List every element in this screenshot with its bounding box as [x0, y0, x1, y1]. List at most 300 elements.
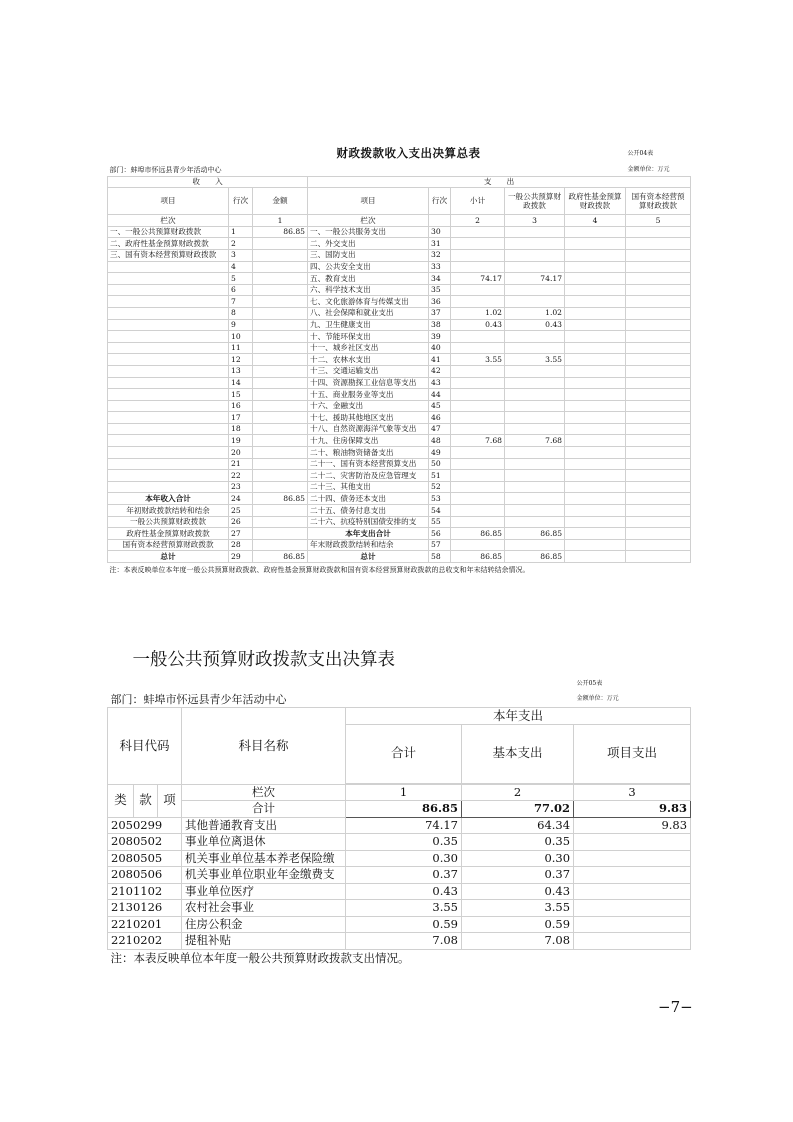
- summary-row: [108, 528, 691, 540]
- income-item: 本年收入合计: [108, 493, 229, 505]
- row-basic: 0.35: [462, 834, 574, 851]
- row-total: 0.37: [346, 867, 462, 884]
- expense-state-capital: [626, 354, 691, 366]
- expense-subtotal: [451, 342, 505, 354]
- expense-lineno: 48: [429, 435, 451, 447]
- expense-general: [505, 296, 565, 308]
- summary-row: [108, 551, 691, 563]
- expense-state-capital: [626, 238, 691, 250]
- expense-general: [505, 493, 565, 505]
- expense-subtotal: [451, 505, 505, 517]
- summary-row: [108, 296, 691, 308]
- expense-general: [505, 261, 565, 273]
- income-lineno: 20: [229, 447, 253, 459]
- expense-header: 支 出: [308, 176, 691, 188]
- income-amount: [253, 470, 308, 482]
- income-amount: [253, 447, 308, 459]
- income-item: [108, 412, 229, 424]
- income-lineno: 27: [229, 528, 253, 540]
- income-lineno: 26: [229, 516, 253, 528]
- colnum-2: 2: [451, 215, 505, 227]
- summary-row: [108, 273, 691, 285]
- col-name: 科目名称: [182, 708, 346, 785]
- expense-subtotal: [451, 539, 505, 551]
- income-item: [108, 400, 229, 412]
- expense-lineno: 55: [429, 516, 451, 528]
- expense-gov-fund: [565, 377, 626, 389]
- income-amount: [253, 377, 308, 389]
- expense-lineno: 54: [429, 505, 451, 517]
- summary-row: [108, 447, 691, 459]
- expense-general: [505, 400, 565, 412]
- income-amount: [253, 481, 308, 493]
- summary-row: [108, 505, 691, 517]
- income-item: 二、政府性基金预算财政拨款: [108, 238, 229, 250]
- income-amount: [253, 389, 308, 401]
- expense-state-capital: [626, 470, 691, 482]
- expense-state-capital: [626, 226, 691, 238]
- expense-general: [505, 238, 565, 250]
- income-item: 年初财政拨款结转和结余: [108, 505, 229, 517]
- income-item: [108, 423, 229, 435]
- income-item: [108, 319, 229, 331]
- income-lineno: 28: [229, 539, 253, 551]
- expense-gov-fund: [565, 307, 626, 319]
- expense-lineno: 30: [429, 226, 451, 238]
- expense-state-capital: [626, 505, 691, 517]
- income-lineno: 12: [229, 354, 253, 366]
- table1-form-no: 公开04表: [627, 150, 654, 157]
- expense-lineno: 34: [429, 273, 451, 285]
- expense-subtotal: [451, 261, 505, 273]
- expense-lineno: 31: [429, 238, 451, 250]
- expense-general: 86.85: [505, 528, 565, 540]
- income-item: [108, 481, 229, 493]
- expense-item: 九、卫生健康支出: [308, 319, 429, 331]
- expense-gov-fund: [565, 551, 626, 563]
- expense-item: 年末财政拨款结转和结余: [308, 539, 429, 551]
- summary-row: [108, 238, 691, 250]
- summary-row: [108, 423, 691, 435]
- income-amount: [253, 423, 308, 435]
- income-lineno: 14: [229, 377, 253, 389]
- expense-general: [505, 365, 565, 377]
- expense-general: [505, 458, 565, 470]
- expense-item: 五、教育支出: [308, 273, 429, 285]
- row-total: 0.35: [346, 834, 462, 851]
- expense-gov-fund: [565, 516, 626, 528]
- summary-row: [108, 331, 691, 343]
- expense-general: [505, 423, 565, 435]
- summary-row: [108, 307, 691, 319]
- summary-row: [108, 539, 691, 551]
- income-lineno: 7: [229, 296, 253, 308]
- row-total: 3.55: [346, 900, 462, 917]
- expense-gov-fund: [565, 249, 626, 261]
- expense-state-capital: [626, 296, 691, 308]
- t2-colnum-1: 1: [346, 784, 462, 801]
- t2-colnum-label: 栏次: [182, 784, 346, 801]
- expense-item: 十五、商业服务业等支出: [308, 389, 429, 401]
- subject-name: 事业单位医疗: [182, 883, 346, 900]
- expense-state-capital: [626, 528, 691, 540]
- income-item: [108, 447, 229, 459]
- expense-lineno: 40: [429, 342, 451, 354]
- expense-item: 本年支出合计: [308, 528, 429, 540]
- expense-gov-fund: [565, 539, 626, 551]
- expense-gov-fund: [565, 238, 626, 250]
- income-lineno: 23: [229, 481, 253, 493]
- expense-row: [108, 850, 691, 867]
- expense-row: [108, 834, 691, 851]
- col-xiang: 项: [158, 784, 182, 817]
- income-item: 三、国有资本经营预算财政拨款: [108, 249, 229, 261]
- col-state-capital: 国有资本经营预算财政拨款: [626, 188, 691, 215]
- col-lei: 类: [108, 784, 134, 817]
- income-item: [108, 307, 229, 319]
- expense-gov-fund: [565, 400, 626, 412]
- expense-subtotal: [451, 423, 505, 435]
- colnum-3: 3: [505, 215, 565, 227]
- row-basic: 0.43: [462, 883, 574, 900]
- expense-item: 十、节能环保支出: [308, 331, 429, 343]
- expense-subtotal: 1.02: [451, 307, 505, 319]
- income-amount: [253, 261, 308, 273]
- row-basic: 64.34: [462, 817, 574, 834]
- income-item: [108, 354, 229, 366]
- expense-gov-fund: [565, 435, 626, 447]
- expense-gov-fund: [565, 412, 626, 424]
- expense-state-capital: [626, 423, 691, 435]
- income-lineno: 17: [229, 412, 253, 424]
- expense-lineno: 58: [429, 551, 451, 563]
- expense-general: 1.02: [505, 307, 565, 319]
- expense-item: 十八、自然资源海洋气象等支出: [308, 423, 429, 435]
- expense-item: 一、一般公共服务支出: [308, 226, 429, 238]
- income-lineno: 11: [229, 342, 253, 354]
- expense-lineno: 53: [429, 493, 451, 505]
- expense-state-capital: [626, 307, 691, 319]
- income-amount: [253, 319, 308, 331]
- this-year-expense: 本年支出: [346, 708, 691, 725]
- income-amount: [253, 331, 308, 343]
- t2-colnum-2: 2: [462, 784, 574, 801]
- subject-code: 2080502: [108, 834, 182, 851]
- expense-item: 八、社会保障和就业支出: [308, 307, 429, 319]
- row-basic: 0.37: [462, 867, 574, 884]
- income-amount: [253, 249, 308, 261]
- expense-lineno: 39: [429, 331, 451, 343]
- expense-item: 二十四、债务还本支出: [308, 493, 429, 505]
- expense-subtotal: 74.17: [451, 273, 505, 285]
- expense-subtotal: [451, 389, 505, 401]
- expense-lineno: 45: [429, 400, 451, 412]
- expense-general: [505, 470, 565, 482]
- expense-general: [505, 516, 565, 528]
- expense-item: 七、文化旅游体育与传媒支出: [308, 296, 429, 308]
- row-project: [574, 900, 691, 917]
- income-item: [108, 470, 229, 482]
- subject-name: 其他普通教育支出: [182, 817, 346, 834]
- expense-subtotal: [451, 400, 505, 412]
- expense-item: 十七、援助其他地区支出: [308, 412, 429, 424]
- expense-subtotal: 0.43: [451, 319, 505, 331]
- col-lineno: 行次: [229, 188, 253, 215]
- subject-name: 农村社会事业: [182, 900, 346, 917]
- expense-item: 十二、农林水支出: [308, 354, 429, 366]
- expense-item: 十三、交通运输支出: [308, 365, 429, 377]
- row-total: 0.59: [346, 916, 462, 933]
- income-lineno: 5: [229, 273, 253, 285]
- income-item: [108, 296, 229, 308]
- expense-gov-fund: [565, 493, 626, 505]
- expense-subtotal: [451, 458, 505, 470]
- income-amount: [253, 342, 308, 354]
- t2-total-basic: 77.02: [462, 801, 574, 818]
- subject-code: 2080506: [108, 867, 182, 884]
- expense-lineno: 52: [429, 481, 451, 493]
- income-item: [108, 435, 229, 447]
- expense-item: 三、国防支出: [308, 249, 429, 261]
- expense-state-capital: [626, 481, 691, 493]
- expense-lineno: 36: [429, 296, 451, 308]
- subject-name: 提租补贴: [182, 933, 346, 950]
- summary-row: [108, 249, 691, 261]
- expense-subtotal: [451, 249, 505, 261]
- col-gov-fund: 政府性基金预算财政拨款: [565, 188, 626, 215]
- income-lineno: 25: [229, 505, 253, 517]
- expense-state-capital: [626, 273, 691, 285]
- expense-subtotal: [451, 481, 505, 493]
- income-item: [108, 284, 229, 296]
- expense-lineno: 43: [429, 377, 451, 389]
- expense-gov-fund: [565, 470, 626, 482]
- summary-row: [108, 389, 691, 401]
- table1-department: 部门：蚌埠市怀远县青少年活动中心: [109, 165, 222, 174]
- expense-general: 7.68: [505, 435, 565, 447]
- expense-lineno: 38: [429, 319, 451, 331]
- expense-general: [505, 249, 565, 261]
- row-project: [574, 867, 691, 884]
- expense-state-capital: [626, 261, 691, 273]
- colnum-label-2: 栏次: [308, 215, 429, 227]
- table1-note: 注：本表反映单位本年度一般公共预算财政拨款、政府性基金预算财政拨款和国有资本经营预算财政拨款的总收支和年末结转结余情况。: [109, 565, 530, 574]
- expense-state-capital: [626, 331, 691, 343]
- income-amount: [253, 516, 308, 528]
- expense-lineno: 49: [429, 447, 451, 459]
- income-lineno: 19: [229, 435, 253, 447]
- summary-row: [108, 365, 691, 377]
- expense-lineno: 44: [429, 389, 451, 401]
- expense-state-capital: [626, 412, 691, 424]
- expense-subtotal: [451, 365, 505, 377]
- table2-form-no: 公开05表: [576, 679, 603, 687]
- subject-code: 2130126: [108, 900, 182, 917]
- income-item: [108, 377, 229, 389]
- income-amount: [253, 458, 308, 470]
- income-lineno: 13: [229, 365, 253, 377]
- expense-item: 二十二、灾害防治及应急管理支: [308, 470, 429, 482]
- expense-lineno: 32: [429, 249, 451, 261]
- expense-gov-fund: [565, 447, 626, 459]
- income-lineno: 1: [229, 226, 253, 238]
- expense-gov-fund: [565, 296, 626, 308]
- expense-row: [108, 916, 691, 933]
- row-total: 0.30: [346, 850, 462, 867]
- summary-row: [108, 226, 691, 238]
- table2-note: 注：本表反映单位本年度一般公共预算财政拨款支出情况。: [110, 950, 410, 965]
- subject-name: 事业单位离退休: [182, 834, 346, 851]
- income-lineno: 15: [229, 389, 253, 401]
- expense-gov-fund: [565, 273, 626, 285]
- subject-code: 2080505: [108, 850, 182, 867]
- expense-item: 十一、城乡社区支出: [308, 342, 429, 354]
- expense-general: 0.43: [505, 319, 565, 331]
- expense-state-capital: [626, 516, 691, 528]
- expense-lineno: 51: [429, 470, 451, 482]
- income-item: [108, 389, 229, 401]
- table2-department: 部门：蚌埠市怀远县青少年活动中心: [110, 692, 287, 706]
- expense-gov-fund: [565, 365, 626, 377]
- income-amount: [253, 273, 308, 285]
- subject-code: 2210201: [108, 916, 182, 933]
- income-item: [108, 342, 229, 354]
- expense-item: 十四、资源勘探工业信息等支出: [308, 377, 429, 389]
- income-amount: [253, 505, 308, 517]
- row-total: 0.43: [346, 883, 462, 900]
- expense-item: 六、科学技术支出: [308, 284, 429, 296]
- general-budget-expense-table: [107, 645, 691, 968]
- expense-general: [505, 481, 565, 493]
- summary-row: [108, 458, 691, 470]
- table2-title: 一般公共预算财政拨款支出决算表: [132, 649, 395, 670]
- income-amount: 86.85: [253, 551, 308, 563]
- summary-row: [108, 516, 691, 528]
- income-lineno: 2: [229, 238, 253, 250]
- expense-subtotal: [451, 447, 505, 459]
- t2-colnum-3: 3: [574, 784, 691, 801]
- expense-state-capital: [626, 493, 691, 505]
- expense-state-capital: [626, 342, 691, 354]
- income-amount: [253, 365, 308, 377]
- expense-subtotal: [451, 516, 505, 528]
- income-amount: [253, 400, 308, 412]
- subject-name: 机关事业单位职业年金缴费支: [182, 867, 346, 884]
- expense-gov-fund: [565, 389, 626, 401]
- income-header: 收 入: [108, 176, 308, 188]
- colnum-1: 1: [253, 215, 308, 227]
- income-amount: [253, 307, 308, 319]
- expense-row: [108, 817, 691, 834]
- expense-gov-fund: [565, 458, 626, 470]
- expense-item: 十九、住房保障支出: [308, 435, 429, 447]
- expense-state-capital: [626, 389, 691, 401]
- income-amount: [253, 296, 308, 308]
- expense-subtotal: 3.55: [451, 354, 505, 366]
- colnum-5: 5: [626, 215, 691, 227]
- expense-subtotal: [451, 296, 505, 308]
- summary-row: [108, 481, 691, 493]
- col-total: 合计: [346, 724, 462, 783]
- income-item: [108, 331, 229, 343]
- expense-lineno: 42: [429, 365, 451, 377]
- income-amount: [253, 435, 308, 447]
- expense-subtotal: 86.85: [451, 551, 505, 563]
- expense-state-capital: [626, 447, 691, 459]
- row-project: [574, 850, 691, 867]
- table1-unit: 金额单位：万元: [627, 166, 670, 174]
- table2-unit: 金额单位：万元: [576, 695, 619, 703]
- expense-subtotal: [451, 493, 505, 505]
- col-general-budget: 一般公共预算财政拨款: [505, 188, 565, 215]
- expense-general: [505, 389, 565, 401]
- expense-lineno: 35: [429, 284, 451, 296]
- col-amount: 金额: [253, 188, 308, 215]
- income-amount: [253, 412, 308, 424]
- income-item: 国有资本经营预算财政拨款: [108, 539, 229, 551]
- expense-item: 二十六、抗疫特别国债安排的支: [308, 516, 429, 528]
- expense-row: [108, 867, 691, 884]
- expense-item: 十六、金融支出: [308, 400, 429, 412]
- expense-general: [505, 226, 565, 238]
- expense-item: 二十三、其他支出: [308, 481, 429, 493]
- summary-row: [108, 319, 691, 331]
- income-lineno: 8: [229, 307, 253, 319]
- expense-general: 74.17: [505, 273, 565, 285]
- subject-code: 2101102: [108, 883, 182, 900]
- expense-gov-fund: [565, 319, 626, 331]
- income-item: 一、一般公共预算财政拨款: [108, 226, 229, 238]
- income-lineno: 29: [229, 551, 253, 563]
- expense-subtotal: 86.85: [451, 528, 505, 540]
- expense-general: 3.55: [505, 354, 565, 366]
- expense-state-capital: [626, 365, 691, 377]
- expense-row: [108, 933, 691, 950]
- subject-name: 机关事业单位基本养老保险缴: [182, 850, 346, 867]
- expense-subtotal: [451, 470, 505, 482]
- expense-state-capital: [626, 284, 691, 296]
- expense-general: [505, 505, 565, 517]
- summary-row: [108, 400, 691, 412]
- subject-code: 2210202: [108, 933, 182, 950]
- expense-state-capital: [626, 400, 691, 412]
- expense-lineno: 46: [429, 412, 451, 424]
- expense-gov-fund: [565, 284, 626, 296]
- table1-title: 财政拨款收入支出决算总表: [336, 146, 481, 161]
- income-lineno: 3: [229, 249, 253, 261]
- expense-lineno: 37: [429, 307, 451, 319]
- income-lineno: 24: [229, 493, 253, 505]
- t2-total-sum: 86.85: [346, 801, 462, 818]
- col-kuan: 款: [134, 784, 158, 817]
- income-amount: 86.85: [253, 493, 308, 505]
- summary-row: [108, 261, 691, 273]
- expense-lineno: 57: [429, 539, 451, 551]
- expense-lineno: 41: [429, 354, 451, 366]
- income-item: [108, 261, 229, 273]
- expense-lineno: 47: [429, 423, 451, 435]
- row-project: 9.83: [574, 817, 691, 834]
- income-lineno: 10: [229, 331, 253, 343]
- expense-item: 总计: [308, 551, 429, 563]
- expense-subtotal: [451, 331, 505, 343]
- expense-gov-fund: [565, 505, 626, 517]
- expense-state-capital: [626, 377, 691, 389]
- col-basic: 基本支出: [462, 724, 574, 783]
- row-total: 7.08: [346, 933, 462, 950]
- expense-row: [108, 900, 691, 917]
- col-item: 项目: [108, 188, 229, 215]
